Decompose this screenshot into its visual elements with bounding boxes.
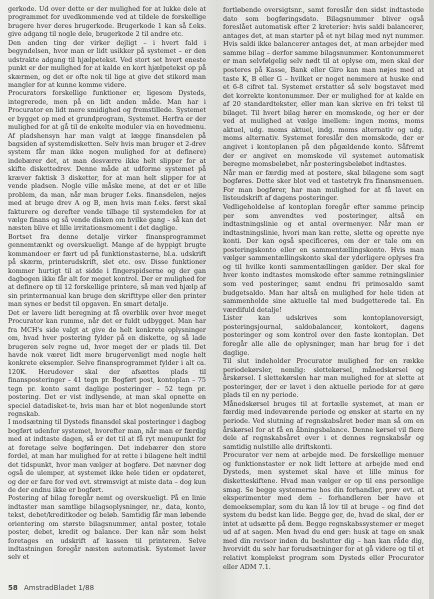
paragraph: Det er lavere lidt beregning at få overblik over hvor meget Procurator kan rumme, når det er fuldt udbygget. Man har fra MCH's side valgt at give de helt konkrete oplysninger om, hvad hver postering fylder på en diskette, og så lade brugeren selv regne ud, hvor meget der er plads til. Det havde nok været lidt mere brugervenligt med nogle helt konkrete eksempler. Selve finansprogrammet fylder i alt ca. 120K. Herudover skal der afsættes plads til finansposteringer – 41 tegn pr. Bogført post, kontoplan – 75 tegn pr. konto samt daglige posteringer – 52 tegn pr. postering. Det er vist indlysende, at man skal opnette en speciel datadisket-te, hvis man har et blot nogenlunde stort regnskab. xyxy=(8,309,206,418)
publication-name: AmstradBladet 1/88 xyxy=(23,584,95,592)
paragraph: Den anden ting der virker dejligt – i hvert fald i begyndelsen, hvor man er lidt usikker på systemet – er den udstrakte adgang til hjælpetekst. Ved stort set hvert eneste punkt er der mulighed for at kalde en kort hjælpetekst op på skærmen, og det er ofte nok til lige at give det stikord man mangler for at kunne komme videre. xyxy=(8,39,206,89)
paragraph: Månedskørsel bruges til at fortælle systemet, at man er færdig med indeværende periode og ønsker at starte en ny periode. Ved slutning af regnskabsåret beder man så om en årskørsel for at få en åbningsbalance. Denne kørsel vil flere dele af regnskabsåret over i et dennes regnskabsår og samtidig nulstille alle driftskonti. xyxy=(223,399,424,451)
right-text-column xyxy=(223,6,424,571)
paragraph: I modsætning til Dysteds finansdel skal posteringer i dagbog bogført udenfor systemet, hvorefter man, når man er færdig med at indtaste dagen, så er det til at få ryt menupunkt for at foretage selve bogføringen. Det indebærer den store fordel, at man har mulighed for at rette i bilagene helt indtil det tidspunkt, hvor man vælger at bogføre. Det nævner dog også de ulemper, at systemet ikke hele tiden er opdateret, og der er fare for ved evt. strømsvigt at miste data – dog kun de der endnu ikke er bogført. xyxy=(8,419,206,494)
left-text-column xyxy=(8,6,206,563)
paragraph: Bortset fra denne detalje virker finansprogrammet gennemtænkt og overskueligt. Mange af de hyppigt brugte kommandoer er fært ud på funktionstasterne, bl.a. udskrift på skærm, printerudskrift, slet etc. osv. Disse funktioner kommer hurtigt til at sidde i fingerspidserne og der gan dagbogen ikke får alt for meget kontrol. Der er mulighed for at definere op til 12 forskellige printere, så man ved hjælp af sin printermanual kan bruge den skrifttype eller den printer man synes er bedst til opgaven. En smart detalje. xyxy=(8,233,206,309)
page-binding-edge xyxy=(429,0,434,599)
paragraph: Procurators forskellige funktioner er, ligesom Dysteds, integrerede, men på en lidt anden måde. Man har i Procurator en lidt mere smidighed og fremstillede. Systemet er bygget op med et grundprogram, Systemet. Herfra er der mulighed for at gå til de enkelte moduler via en hovedmenu. Af pladshensyn har man valgt at lægge finansdelen på bagsiden af systemdisketten. Selv hvis man bruger et 2-drev system får man ikke nogen mulighed for at definere) indebærer det, at man desværre ikke helt slipper for at skifte diskettedrev. Denne måde at udforme systemet på kræver faktisk 3 disketter, for at man helt slipper for at vende pladsen. Nogle ville måske mene, at det er et lille problem, da man, når man bruger f.eks. finansdelen, nøjes med at bruge drev A og B, men hvis man f.eks. først skal fakturere og derefter vende tilbage til systemdelen for at vælge finans og så vende disken om hvilke gang – så kan det næsten blive et lille irritationsmoment i det daglige. xyxy=(8,90,206,233)
paragraph: Procurator ver nem at arbejde med. De forskellige menuer og funktionstaster er nok lidt lettere at arbejde med end Dysteds, men systemet skal have et lille minus for disketteskiftene. Hvad man vælger er op til ens personlige smag. Se begge systemerne hos din forhandler, prøv evt. at eksperimenter med dem – forhandleren bør have et demoeksemplar, som du kan lå lov til at bruge – og find det system du bedst kan lide. Begge ger, de, hvad de skal, der er intet at udsætte på dem. Begge regnskabssystemer er meget ud af at sagen. Men hvad du end gør: husk at tage en snak med din revisor inden du beslutter dig – han kan råde dig, hvorvidt du selv har forudsætninger for at gå videre og til et relativt komplekst program som Dysteds eller Procurator eller ADM 7.1. xyxy=(223,451,424,571)
page-number: 58 xyxy=(8,584,18,592)
paragraph: Lister kan udskrives som kontoplanoversigt, posteringsjournal, saldobalancer, kontokort, dagens posteringer og som kontrol over den faste kontoplan. Det foregår alle alle de oplysninger, man har brug for i det daglige. xyxy=(223,314,424,357)
paragraph: Postering af bilag foregår nemt og overskueligt. På en linie indtaster man samtlige bilagsoplysninger, nr., data, konto, tekst, debet/kreditkoder og beløb. Samtidig får man løbende orientering om største bilagsnummer, antal poster, totale poster, debet, kredit og balance. Der kan når som helst foretages en udskrift af kassen til printeren. Selve indtastningen foregår næsten automatisk. Systemet laver selv et xyxy=(8,495,206,562)
paragraph: Til slut indeholder Procurator mulighed for en række periodekørsler, nemlig: slettekørsel, månedskørsel og årskørsel. I slettekørslen har man mulighed for at slette at posteringer, der er lavet i den aktuelle periode for at gøre plads til en ny periode. xyxy=(223,357,424,400)
paragraph: gerkode. Ud over dette er der mulighed for at lukke dele at programmet for uvedkommende ved at tildele de forskellige brugere hver deres brugerkode. Brugerkode 1 kan så f.eks. give adgang til nogle dele, brugerkode 2 til andre etc. xyxy=(8,6,206,39)
paragraph: Vedligeholdelse af kontoplan foregår efter samme princip per som anvendtes ved posteringer, altså en indtastningslinie og et antal overmenyer. Når man er indtastningslinie, hvori man kan rette, slette og oprette nye konti. Der kan også specificeres, om der er tale om en posteringskonto eller en sammentællingskonto. Hvis man vælger sammentællingskonto skal der yderligere oplyses fra og til hvilke konti sammentællingen gælder. Der skal for hver konto indtastes momskode efter samme retningslinier som ved posteringer, samt endnu fri primosaldo samt budgetsaldo. Man har altså en mulighed for hele tiden at sammenholde sine aktuelle tal med budgetterede tal. En værdifuld detalje! xyxy=(223,202,424,314)
paragraph: Når man er færdig med at postere, skal bilagene som sagt bogføres. Dette sker blot ved et tastetryk fra finansmenuen. For man bogfører, har man mulighed for at få lavet en listeudskrift af dagens posteringer. xyxy=(223,168,424,203)
page-footer xyxy=(8,584,94,592)
paragraph: fortløbende oversigtsnr., samt foreslår den sidst indtastede dato som bogføringsdato. Bilagsnummer bliver også foreslået automatisk efter 2 kreterier: hvis saldi balancerer, antages det, at man starter på et nyt bilag med nyt nummer. Hvis saldi ikke balancerer antages det, at man arbejder med samme bilag – derfor samme bilagsnummer. Kontonummeret er man selvfølgelig selv nødt til at oplyse om, men skal der posteres på Kasse, Bank eller Giro kan man nøjes med at taste K, B eller G – hvilket er noget nemmere at huske end et 6-8 cifret tal. Systemet erstatter så selv bogstavet med det korrekte kontonummer. Der er mulighed for at kalde en af 20 standardtekster, eller man kan skrive en fri tekst til bilaget. Til hvert bilag hører en momskode, og her er der ved at mulighed at vælge imellem: ingen moms, moms aktuel, udg. moms aktuel, indg. moms alternativ og udg. moms alternativ. Systemet foreslår den momskode, der er angivet i kontoplanen på den pågældende konto. Såfremt der er angivet en momskode vil systemet automatisk beregne momsbeløbet, når posteringsbeløbet indtastes. xyxy=(223,6,424,169)
